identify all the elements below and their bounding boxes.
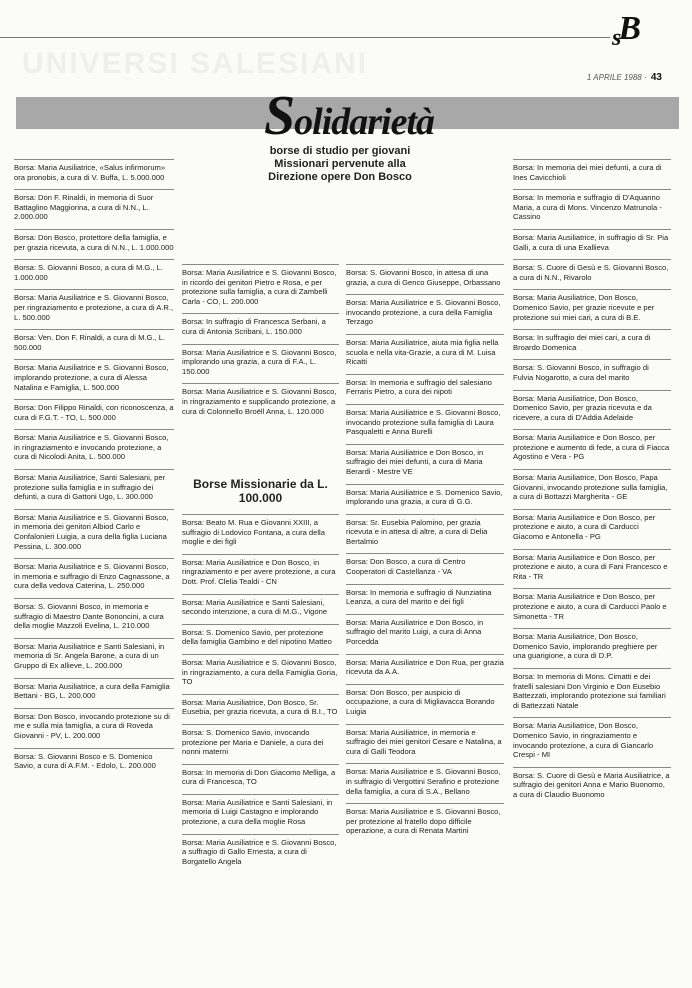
borsa-entry: Borsa: Beato M. Rua e Giovanni XXIII, a suffragio di Lodovico Fontana, a cura della moglie e dei figli xyxy=(182,514,339,552)
borsa-entry: Borsa: Maria Ausiliatrice, Santi Salesiani, per protezione sulla famiglia e in suffragio dei defunti, a cura di Gattoni Ugo, L. 300.000 xyxy=(14,469,174,507)
borsa-entry: Borsa: Maria Ausiliatrice, in memoria e suffragio dei miei genitori Cesare e Natalina, a cura di Galli Teodora xyxy=(346,724,504,762)
borsa-entry: Borsa: Maria Ausiliatrice e S. Giovanni Bosco, in ringraziamento e invocando protezione, a cura di Nicolodi Anita, L. 500.000 xyxy=(14,429,174,467)
column-1 xyxy=(14,159,174,778)
borsa-entry: Borsa: Maria Ausiliatrice e S. Giovanni Bosco, per protezione al fratello dopo difficile operazione, a cura di Renata Martini xyxy=(346,803,504,841)
borsa-entry: Borsa: In memoria e suffragio di D'Aquanno Maria, a cura di Mons. Vincenzo Matrunola - Cassino xyxy=(513,189,671,227)
column-3 xyxy=(346,264,504,843)
borsa-entry: Borsa: Maria Ausiliatrice, aiuta mia figlia nella scuola e nella vita-Grazie, a cura di M. Luisa Ricatti xyxy=(346,334,504,372)
borsa-entry: Borsa: Maria Ausiliatrice, Don Bosco, Sr. Eusebia, per grazia ricevuta, a cura di B.I., TO xyxy=(182,694,339,722)
borsa-entry: Borsa: S. Domenico Savio, per protezione della famiglia Gambino e del nipotino Matteo xyxy=(182,624,339,652)
borsa-entry: Borsa: Don Bosco, a cura di Centro Cooperatori di Castellanza - VA xyxy=(346,553,504,581)
borsa-entry: Borsa: Maria Ausiliatrice e Santi Salesiani, in memoria di Luigi Castagno e implorando protezione, a cura della moglie Rosa xyxy=(182,794,339,832)
borsa-entry: Borsa: Don Bosco, invocando protezione su di me e sulla mia famiglia, a cura di Roveda Giovanni - PV, L. 200.000 xyxy=(14,708,174,746)
issue-date: 1 APRILE 1988 xyxy=(586,73,642,82)
borsa-entry: Borsa: Maria Ausiliatrice, Don Bosco, Domenico Savio, per grazia ricevuta e da ricevere, a cura di D'Addia Adelaide xyxy=(513,390,671,428)
borsa-entry: Borsa: Maria Ausiliatrice, in suffragio di Sr. Pia Galli, a cura di una Exallieva xyxy=(513,229,671,257)
page-number: 43 xyxy=(650,72,662,83)
borsa-entry: Borsa: Don Filippo Rinaldi, con riconoscenza, a cura di F.G.T. - TO, L. 500.000 xyxy=(14,399,174,427)
borsa-entry: Borsa: Maria Ausiliatrice, Don Bosco, Papa Giovanni, invocando protezione sulla famiglia, a cura di Bottazzi Margherita - GE xyxy=(513,469,671,507)
borsa-entry: Borsa: Maria Ausiliatrice e Santi Salesiani, in memoria di Sr. Angela Barone, a cura di un Gruppo di Ex allieve, L. 200.000 xyxy=(14,638,174,676)
column-2-bottom xyxy=(182,514,339,873)
borsa-entry: Borsa: Sr. Eusebia Palomino, per grazia ricevuta e in attesa di altre, a cura di Delia Bertalmio xyxy=(346,514,504,552)
borsa-entry: Borsa: Ven. Don F. Rinaldi, a cura di M.G., L. 500.000 xyxy=(14,329,174,357)
borsa-entry: Borsa: S. Cuore di Gesù e S. Giovanni Bosco, a cura di N.N., Rivarolo xyxy=(513,259,671,287)
borsa-entry: Borsa: Maria Ausiliatrice e S. Domenico Savio, implorando una grazia, a cura di G.G. xyxy=(346,484,504,512)
borsa-entry: Borsa: In suffragio di Francesca Serbani, a cura di Antonia Scribani, L. 150.000 xyxy=(182,313,339,341)
borsa-entry: Borsa: Maria Ausiliatrice e Don Bosco, in ringraziamento e per avere protezione, a cura Dott. Prof. Clelia Tealdi - CN xyxy=(182,554,339,592)
borsa-entry: Borsa: Maria Ausiliatrice e Don Bosco, in suffragio del marito Luigi, a cura di Anna Porcedda xyxy=(346,614,504,652)
borsa-entry: Borsa: Maria Ausiliatrice e S. Giovanni Bosco, in suffragio di Vergottini Serafino e protezione della famiglia, a cura di S.A., Bellano xyxy=(346,763,504,801)
borsa-entry: Borsa: S. Giovanni Bosco e S. Domenico Savio, a cura di A.F.M. - Edolo, L. 200.000 xyxy=(14,748,174,776)
section-heading: Borse Missionarie da L. 100.000 xyxy=(193,477,328,505)
magazine-logo: sB xyxy=(612,10,639,51)
borsa-entry: Borsa: S. Giovanni Bosco, in attesa di una grazia, a cura di Genco Giuseppe, Orbassano xyxy=(346,264,504,292)
borsa-entry: Borsa: Maria Ausiliatrice, Don Bosco, Domenico Savio, per grazie ricevute e per protezione sui miei cari, a cura di B.E. xyxy=(513,289,671,327)
borsa-entry: Borsa: Don Bosco, per auspicio di occupazione, a cura di Migliavacca Borando Luigia xyxy=(346,684,504,722)
borsa-entry: Borsa: Maria Ausiliatrice e S. Giovanni Bosco, a suffragio di Gallo Ernesta, a cura di Borgatello Angela xyxy=(182,834,339,872)
borsa-entry: Borsa: Maria Ausiliatrice e Don Bosco, per protezione e aumento di fede, a cura di Fiacca Agostino e Vera - PG xyxy=(513,429,671,467)
borsa-entry: Borsa: Maria Ausiliatrice, «Salus infirmorum» ora pronobis, a cura di V. Buffa, L. 5.000.000 xyxy=(14,159,174,187)
borsa-entry: Borsa: Maria Ausiliatrice e Don Bosco, in suffragio dei miei defunti, a cura di Maria Berardi - Mestre VE xyxy=(346,444,504,482)
borsa-entry: Borsa: S. Giovanni Bosco, in suffragio di Fulvia Nogarotto, a cura del marito xyxy=(513,359,671,387)
borsa-entry: Borsa: Maria Ausiliatrice e Don Bosco, per protezione e aiuto, a cura di Carducci Giacomo e Antonella - PG xyxy=(513,509,671,547)
borsa-entry: Borsa: In memoria di Don Giacomo Melliga, a cura di Francesca, TO xyxy=(182,764,339,792)
faint-banner: UNIVERSI SALESIANI xyxy=(22,47,369,80)
borsa-entry: Borsa: In memoria e suffragio del salesiano Ferraris Pietro, a cura dei nipoti xyxy=(346,374,504,402)
borsa-entry: Borsa: In memoria e suffragio di Nunziatina Leanza, a cura del marito e dei figli xyxy=(346,584,504,612)
borsa-entry: Borsa: S. Domenico Savio, invocando protezione per Maria e Daniele, a cura dei nonni materni xyxy=(182,724,339,762)
borsa-entry: Borsa: Maria Ausiliatrice, Don Bosco, Domenico Savio, implorando preghiere per una guarigione, a cura di D.P. xyxy=(513,628,671,666)
borsa-entry: Borsa: Maria Ausiliatrice e S. Giovanni Bosco, implorando protezione, a cura di Alessa Natalina e Famiglia, L. 500.000 xyxy=(14,359,174,397)
borsa-entry: Borsa: Don F. Rinaldi, in memoria di Suor Battaglino Maggiorina, a cura di N.N., L. 2.000.000 xyxy=(14,189,174,227)
borsa-entry: Borsa: S. Giovanni Bosco, a cura di M.G., L. 1.000.000 xyxy=(14,259,174,287)
borsa-entry: Borsa: Maria Ausiliatrice e S. Giovanni Bosco, in ricordo dei genitori Pietro e Rosa, e per protezione sulla famiglia, a cura di Zambelli Carla - CO, L. 200.000 xyxy=(182,264,339,311)
borsa-entry: Borsa: S. Giovanni Bosco, in memoria e suffragio di Maestro Dante Bononcini, a cura della moglie Mazzoli Evelina, L. 210.000 xyxy=(14,598,174,636)
borsa-entry: Borsa: Maria Ausiliatrice e S. Giovanni Bosco, in ringraziamento e supplicando protezione, a cura di Colonnello Broëll Anna, L. 120.000 xyxy=(182,383,339,421)
borsa-entry: Borsa: Maria Ausiliatrice e S. Giovanni Bosco, in ringraziamento, a cura della Famiglia Goria, TO xyxy=(182,654,339,692)
borsa-entry: Borsa: Maria Ausiliatrice e Don Bosco, per protezione e aiuto, a cura di Fani Francesco e Rita - TR xyxy=(513,549,671,587)
header-rule xyxy=(0,37,610,38)
borsa-entry: Borsa: S. Cuore di Gesù e Maria Ausiliatrice, a suffragio dei genitori Anna e Mario Buonomo, a cura di Claudio Buonomo xyxy=(513,767,671,805)
borsa-entry: Borsa: Maria Ausiliatrice e S. Giovanni Bosco, invocando protezione, a cura della Famiglia Terzago xyxy=(346,294,504,332)
borsa-entry: Borsa: Maria Ausiliatrice e Don Rua, per grazia ricevuta da A.A. xyxy=(346,654,504,682)
column-4 xyxy=(513,159,671,807)
column-2-top xyxy=(182,264,339,423)
borsa-entry: Borsa: Don Bosco, protettore della famiglia, e per grazia ricevuta, a cura di N.N., L. 1.000.000 xyxy=(14,229,174,257)
borsa-entry: Borsa: Maria Ausiliatrice e S. Giovanni Bosco, in memoria e suffragio di Enzo Cagnassone, a cura della vedova Caterina, L. 250.000 xyxy=(14,558,174,596)
borsa-entry: Borsa: In suffragio dei miei cari, a cura di Broardo Domenica xyxy=(513,329,671,357)
borsa-entry: Borsa: Maria Ausiliatrice e Don Bosco, per protezione e aiuto, a cura di Carducci Paolo e Simonetta - TR xyxy=(513,588,671,626)
borsa-entry: Borsa: Maria Ausiliatrice e Santi Salesiani, secondo intenzione, a cura di M.G., Vigone xyxy=(182,594,339,622)
intro-heading: borse di studio per giovani Missionari pervenute alla Direzione opere Don Bosco xyxy=(268,145,412,183)
borsa-entry: Borsa: In memoria di Mons. Cimatti e dei fratelli salesiani Don Virginio e Don Eusebio Battezzati, implorando protezione sui familiari di Battezzati Natale xyxy=(513,668,671,715)
page-title: Solidarietà xyxy=(264,85,435,147)
borsa-entry: Borsa: Maria Ausiliatrice, Don Bosco, Domenico Savio, in ringraziamento e invocando protezione, a cura di Giancarlo Crespi - MI xyxy=(513,717,671,764)
borsa-entry: Borsa: Maria Ausiliatrice e S. Giovanni Bosco, in memoria dei genitori Albiod Carlo e Confalonieri Luigia, a cura della figlia Luciana Pessina, L. 300.000 xyxy=(14,509,174,556)
borsa-entry: Borsa: Maria Ausiliatrice, a cura della Famiglia Bettani - BG, L. 200.000 xyxy=(14,678,174,706)
borsa-entry: Borsa: Maria Ausiliatrice e S. Giovanni Bosco, per ringraziamento e protezione, a cura di A.R., L. 500.000 xyxy=(14,289,174,327)
borsa-entry: Borsa: Maria Ausiliatrice e S. Giovanni Bosco, invocando protezione sulla famiglia di Laura Pasqualetti e Anna Burelli xyxy=(346,404,504,442)
borsa-entry: Borsa: In memoria dei miei defunti, a cura di Ines Cavicchioli xyxy=(513,159,671,187)
dateline: 1 APRILE 1988 · 43 xyxy=(586,72,662,83)
borsa-entry: Borsa: Maria Ausiliatrice e S. Giovanni Bosco, implorando una grazia, a cura di F.A., L. 150.000 xyxy=(182,344,339,382)
